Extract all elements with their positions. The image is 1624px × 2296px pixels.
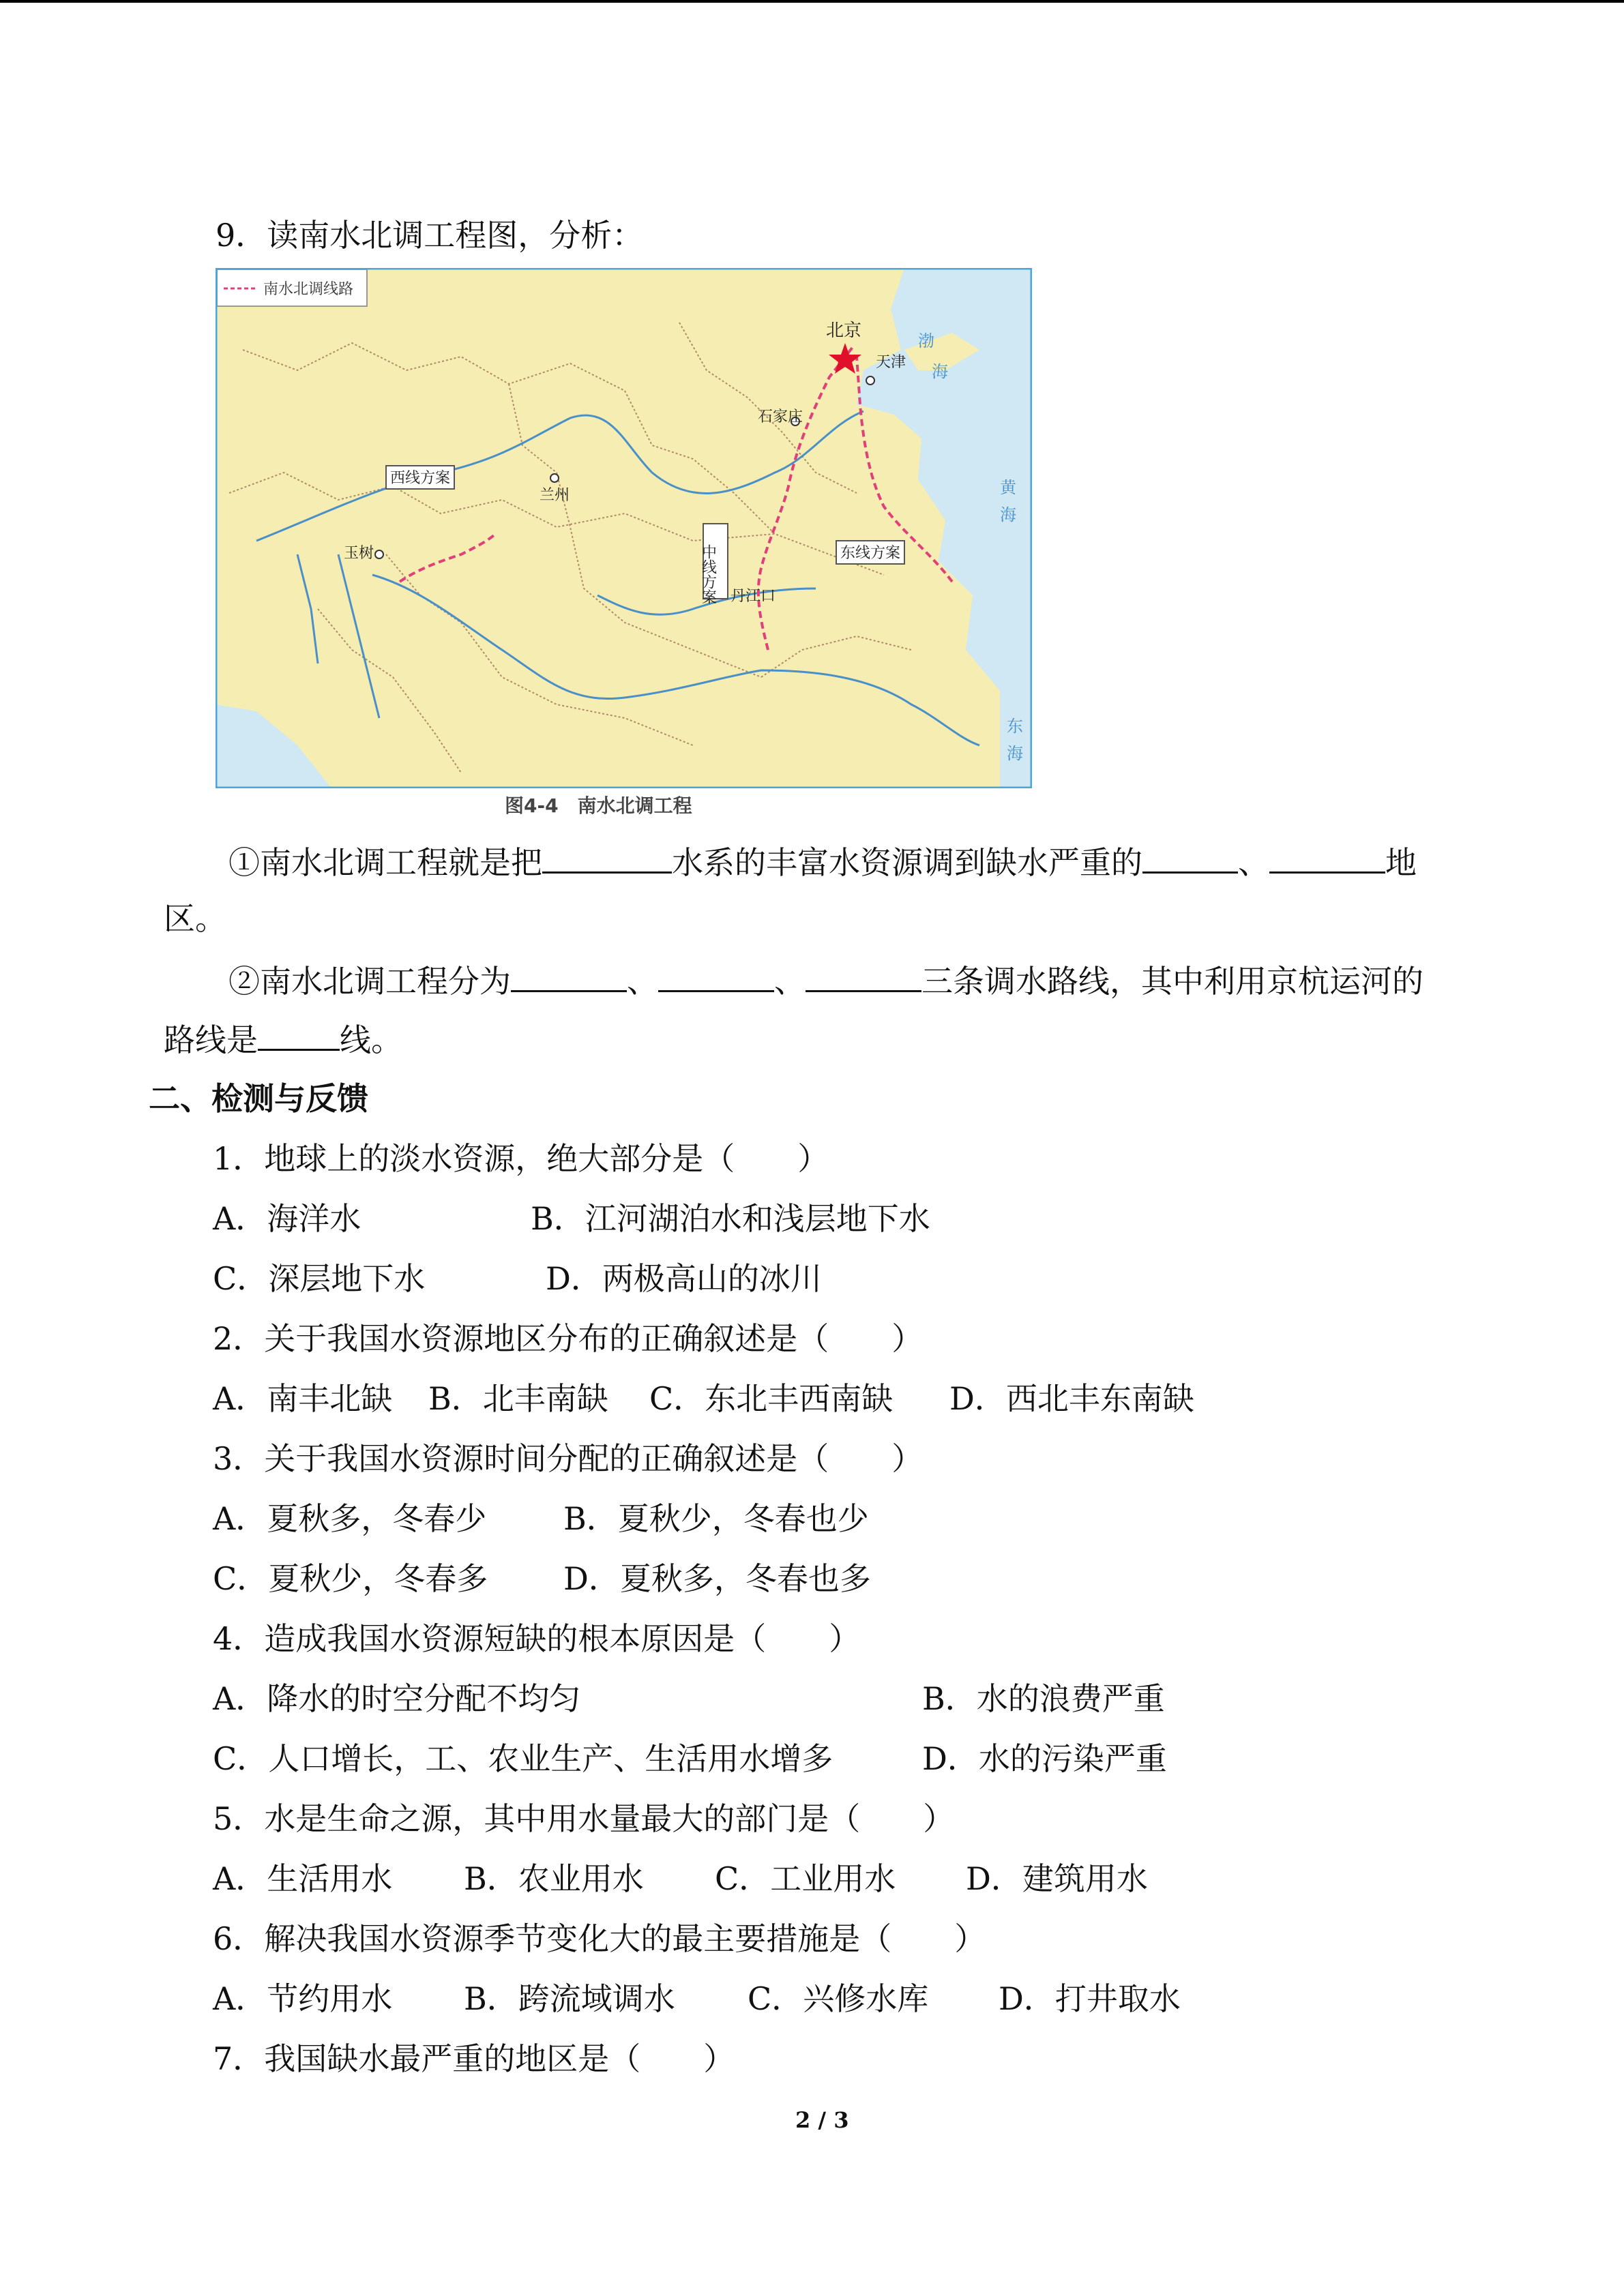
q6-option-b[interactable]: B．跨流域调水 <box>464 1980 675 2017</box>
q6-option-d[interactable]: D．打井取水 <box>999 1980 1181 2017</box>
q2-option-d[interactable]: D．西北丰东南缺 <box>949 1380 1194 1417</box>
west-plan-label: 西线方案 <box>390 470 451 487</box>
q1-option-b[interactable]: B．江河湖泊水和浅层地下水 <box>531 1200 930 1237</box>
q9-s1-text3: 地 <box>1385 844 1417 881</box>
q7-stem: 7．我国缺水最严重的地区是（ ） <box>213 2040 735 2077</box>
q5-option-c[interactable]: C．工业用水 <box>715 1860 896 1897</box>
page-number: 2 / 3 <box>795 2107 849 2133</box>
q9-s1-blank2[interactable] <box>1142 844 1238 874</box>
sea-label-hai3: 海 <box>1007 744 1023 763</box>
q9-title: 9．读南水北调工程图，分析： <box>216 217 644 254</box>
q9-s1-blank1[interactable] <box>542 844 672 874</box>
sea-label-huang: 黄 <box>1000 478 1016 497</box>
sea-label-dong: 东 <box>1007 717 1023 736</box>
q4-option-a[interactable]: A．降水的时空分配不均匀 <box>213 1680 581 1717</box>
q9-s1-line2: 区。 <box>164 900 226 937</box>
q5-option-a[interactable]: A．生活用水 <box>213 1860 393 1897</box>
top-border <box>0 0 1624 3</box>
beijing-label: 北京 <box>826 320 862 341</box>
q5-option-d[interactable]: D．建筑用水 <box>966 1860 1148 1897</box>
q1-option-a[interactable]: A．海洋水 <box>213 1200 361 1237</box>
q9-sub1-line1 <box>228 844 1417 881</box>
q9-s2-text1: ②南水北调工程分为 <box>228 963 511 1000</box>
q5-stem: 5．水是生命之源，其中用水量最大的部门是（ ） <box>213 1800 955 1837</box>
q3-option-d[interactable]: D．夏秋多，冬春也多 <box>563 1560 871 1597</box>
q6-option-a[interactable]: A．节约用水 <box>213 1980 393 2017</box>
q4-option-c[interactable]: C．人口增长，工、农业生产、生活用水增多 <box>213 1740 833 1777</box>
yushu-label: 玉树 <box>344 545 374 562</box>
q3-option-c[interactable]: C．夏秋少，冬春多 <box>213 1560 488 1597</box>
sea-label-hai1: 海 <box>932 362 948 381</box>
q9-s2-blank1[interactable] <box>511 963 627 992</box>
sea-label-bo: 渤 <box>918 331 934 351</box>
tianjin-label: 天津 <box>876 354 906 371</box>
q9-sub2-line1 <box>228 963 1423 1000</box>
danjiangkou-label: 丹江口 <box>730 588 776 605</box>
q9-s1-sep: 、 <box>1238 844 1269 881</box>
q2-option-b[interactable]: B．北丰南缺 <box>428 1380 608 1417</box>
q5-option-b[interactable]: B．农业用水 <box>464 1860 644 1897</box>
map-land <box>216 268 1000 788</box>
q9-s2-text2: 三条调水路线，其中利用京杭运河的 <box>921 963 1423 1000</box>
q9-s2-blank3[interactable] <box>806 963 921 992</box>
q9-s2-sep2: 、 <box>774 963 806 1000</box>
q3-option-a[interactable]: A．夏秋多，冬春少 <box>213 1500 487 1537</box>
section2-title: 二、检测与反馈 <box>149 1080 368 1117</box>
q3-option-b[interactable]: B．夏秋少，冬春也少 <box>563 1500 869 1537</box>
q4-option-d[interactable]: D．水的污染严重 <box>922 1740 1167 1777</box>
q2-option-a[interactable]: A．南丰北缺 <box>213 1380 393 1417</box>
south-north-water-map <box>216 268 1032 788</box>
q9-s2-text3: 路线是 <box>164 1022 258 1058</box>
q9-s2-text4: 线。 <box>340 1022 402 1058</box>
q1-stem: 1．地球上的淡水资源，绝大部分是（ ） <box>213 1140 829 1177</box>
map-legend-label: 南水北调线路 <box>263 281 354 298</box>
q9-sub2-line2 <box>164 1022 402 1056</box>
q9-s1-blank3[interactable] <box>1269 844 1385 874</box>
q6-stem: 6．解决我国水资源季节变化大的最主要措施是（ ） <box>213 1920 986 1957</box>
q2-stem: 2．关于我国水资源地区分布的正确叙述是（ ） <box>213 1320 924 1357</box>
sea-label-hai2: 海 <box>1000 505 1016 524</box>
q1-option-c[interactable]: C．深层地下水 <box>213 1260 426 1297</box>
q2-option-c[interactable]: C．东北丰西南缺 <box>649 1380 894 1417</box>
q9-s2-sep1: 、 <box>627 963 658 1000</box>
shijiazhuang-label: 石家庄 <box>758 408 803 426</box>
q9-s1-text1: ①南水北调工程就是把 <box>228 844 542 881</box>
q4-option-b[interactable]: B．水的浪费严重 <box>922 1680 1165 1717</box>
q9-s1-text2: 水系的丰富水资源调到缺水严重的 <box>672 844 1142 881</box>
q6-option-c[interactable]: C．兴修水库 <box>748 1980 929 2017</box>
q3-stem: 3．关于我国水资源时间分配的正确叙述是（ ） <box>213 1440 924 1477</box>
q4-stem: 4．造成我国水资源短缺的根本原因是（ ） <box>213 1620 861 1657</box>
map-caption: 图4-4 南水北调工程 <box>505 794 692 817</box>
q9-s2-blank2[interactable] <box>658 963 774 992</box>
lanzhou-label: 兰州 <box>540 487 570 504</box>
q9-s2-blank4[interactable] <box>258 1022 340 1051</box>
middle-plan-label: 中线方案 <box>699 544 717 604</box>
q1-option-d[interactable]: D．两极高山的冰川 <box>546 1260 822 1297</box>
east-plan-label: 东线方案 <box>840 545 901 562</box>
